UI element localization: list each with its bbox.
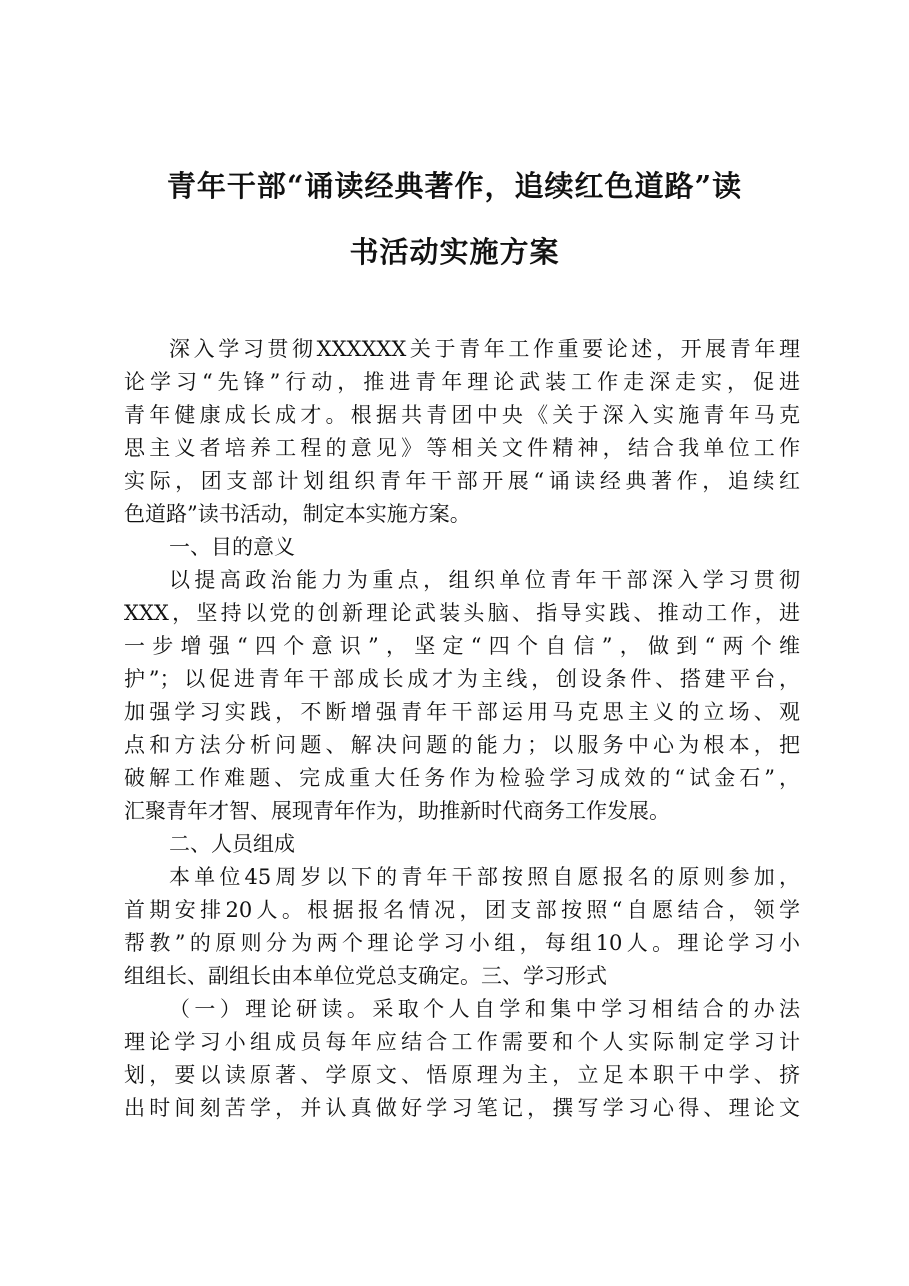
body-line: 理论学习小组成员每年应结合工作需要和个人实际制定学习计 [124,1030,800,1054]
body-line: 护”；以促进青年干部成长成才为主线，创设条件、搭建平台， [124,667,800,691]
body-line: 思主义者培养工程的意见》等相关文件精神，结合我单位工作 [124,436,800,460]
body-line: 帮教”的原则分为两个理论学习小组，每组10人。理论学习小 [124,931,800,955]
body-line: 论学习“先锋”行动，推进青年理论武装工作走深走实，促进 [124,370,800,394]
document-title-line-1: 青年干部“诵读经典著作，追续红色道路”读 [166,169,743,203]
document-title-line-2: 书活动实施方案 [349,235,560,269]
body-line: 色道路”读书活动，制定本实施方案。 [124,502,471,526]
body-line: 实际，团支部计划组织青年干部开展“诵读经典著作，追续红 [124,469,800,493]
body-line: 一、目的意义 [169,535,295,559]
body-line: 以提高政治能力为重点，组织单位青年干部深入学习贯彻 [169,568,800,592]
body-line: 组组长、副组长由本单位党总支确定。三、学习形式 [124,964,607,988]
body-line: 汇聚青年才智、展现青年作为，助推新时代商务工作发展。 [124,799,670,823]
body-line: 首期安排20人。根据报名情况，团支部按照“自愿结合，领学 [124,898,800,922]
body-line: 出时间刻苦学，并认真做好学习笔记，撰写学习心得、理论文 [124,1096,800,1120]
body-line: 青年健康成长成才。根据共青团中央《关于深入实施青年马克 [124,403,800,427]
body-line: 加强学习实践，不断增强青年干部运用马克思主义的立场、观 [124,700,800,724]
body-line: 破解工作难题、完成重大任务作为检验学习成效的“试金石”， [124,766,800,790]
body-line: 深入学习贯彻XXXXXX关于青年工作重要论述，开展青年理 [169,337,800,361]
body-line: 一步增强“四个意识”，坚定“四个自信”，做到“两个维 [124,634,800,658]
body-line: 点和方法分析问题、解决问题的能力；以服务中心为根本，把 [124,733,800,757]
body-line: 本单位45周岁以下的青年干部按照自愿报名的原则参加， [169,865,800,889]
body-line: XXX，坚持以党的创新理论武装头脑、指导实践、推动工作，进 [124,601,800,625]
body-line: 划，要以读原著、学原文、悟原理为主，立足本职干中学、挤 [124,1063,800,1087]
document-body [124,333,800,1125]
body-line: 二、人员组成 [169,832,295,856]
body-line: （一）理论研读。采取个人自学和集中学习相结合的办法 [169,997,800,1021]
